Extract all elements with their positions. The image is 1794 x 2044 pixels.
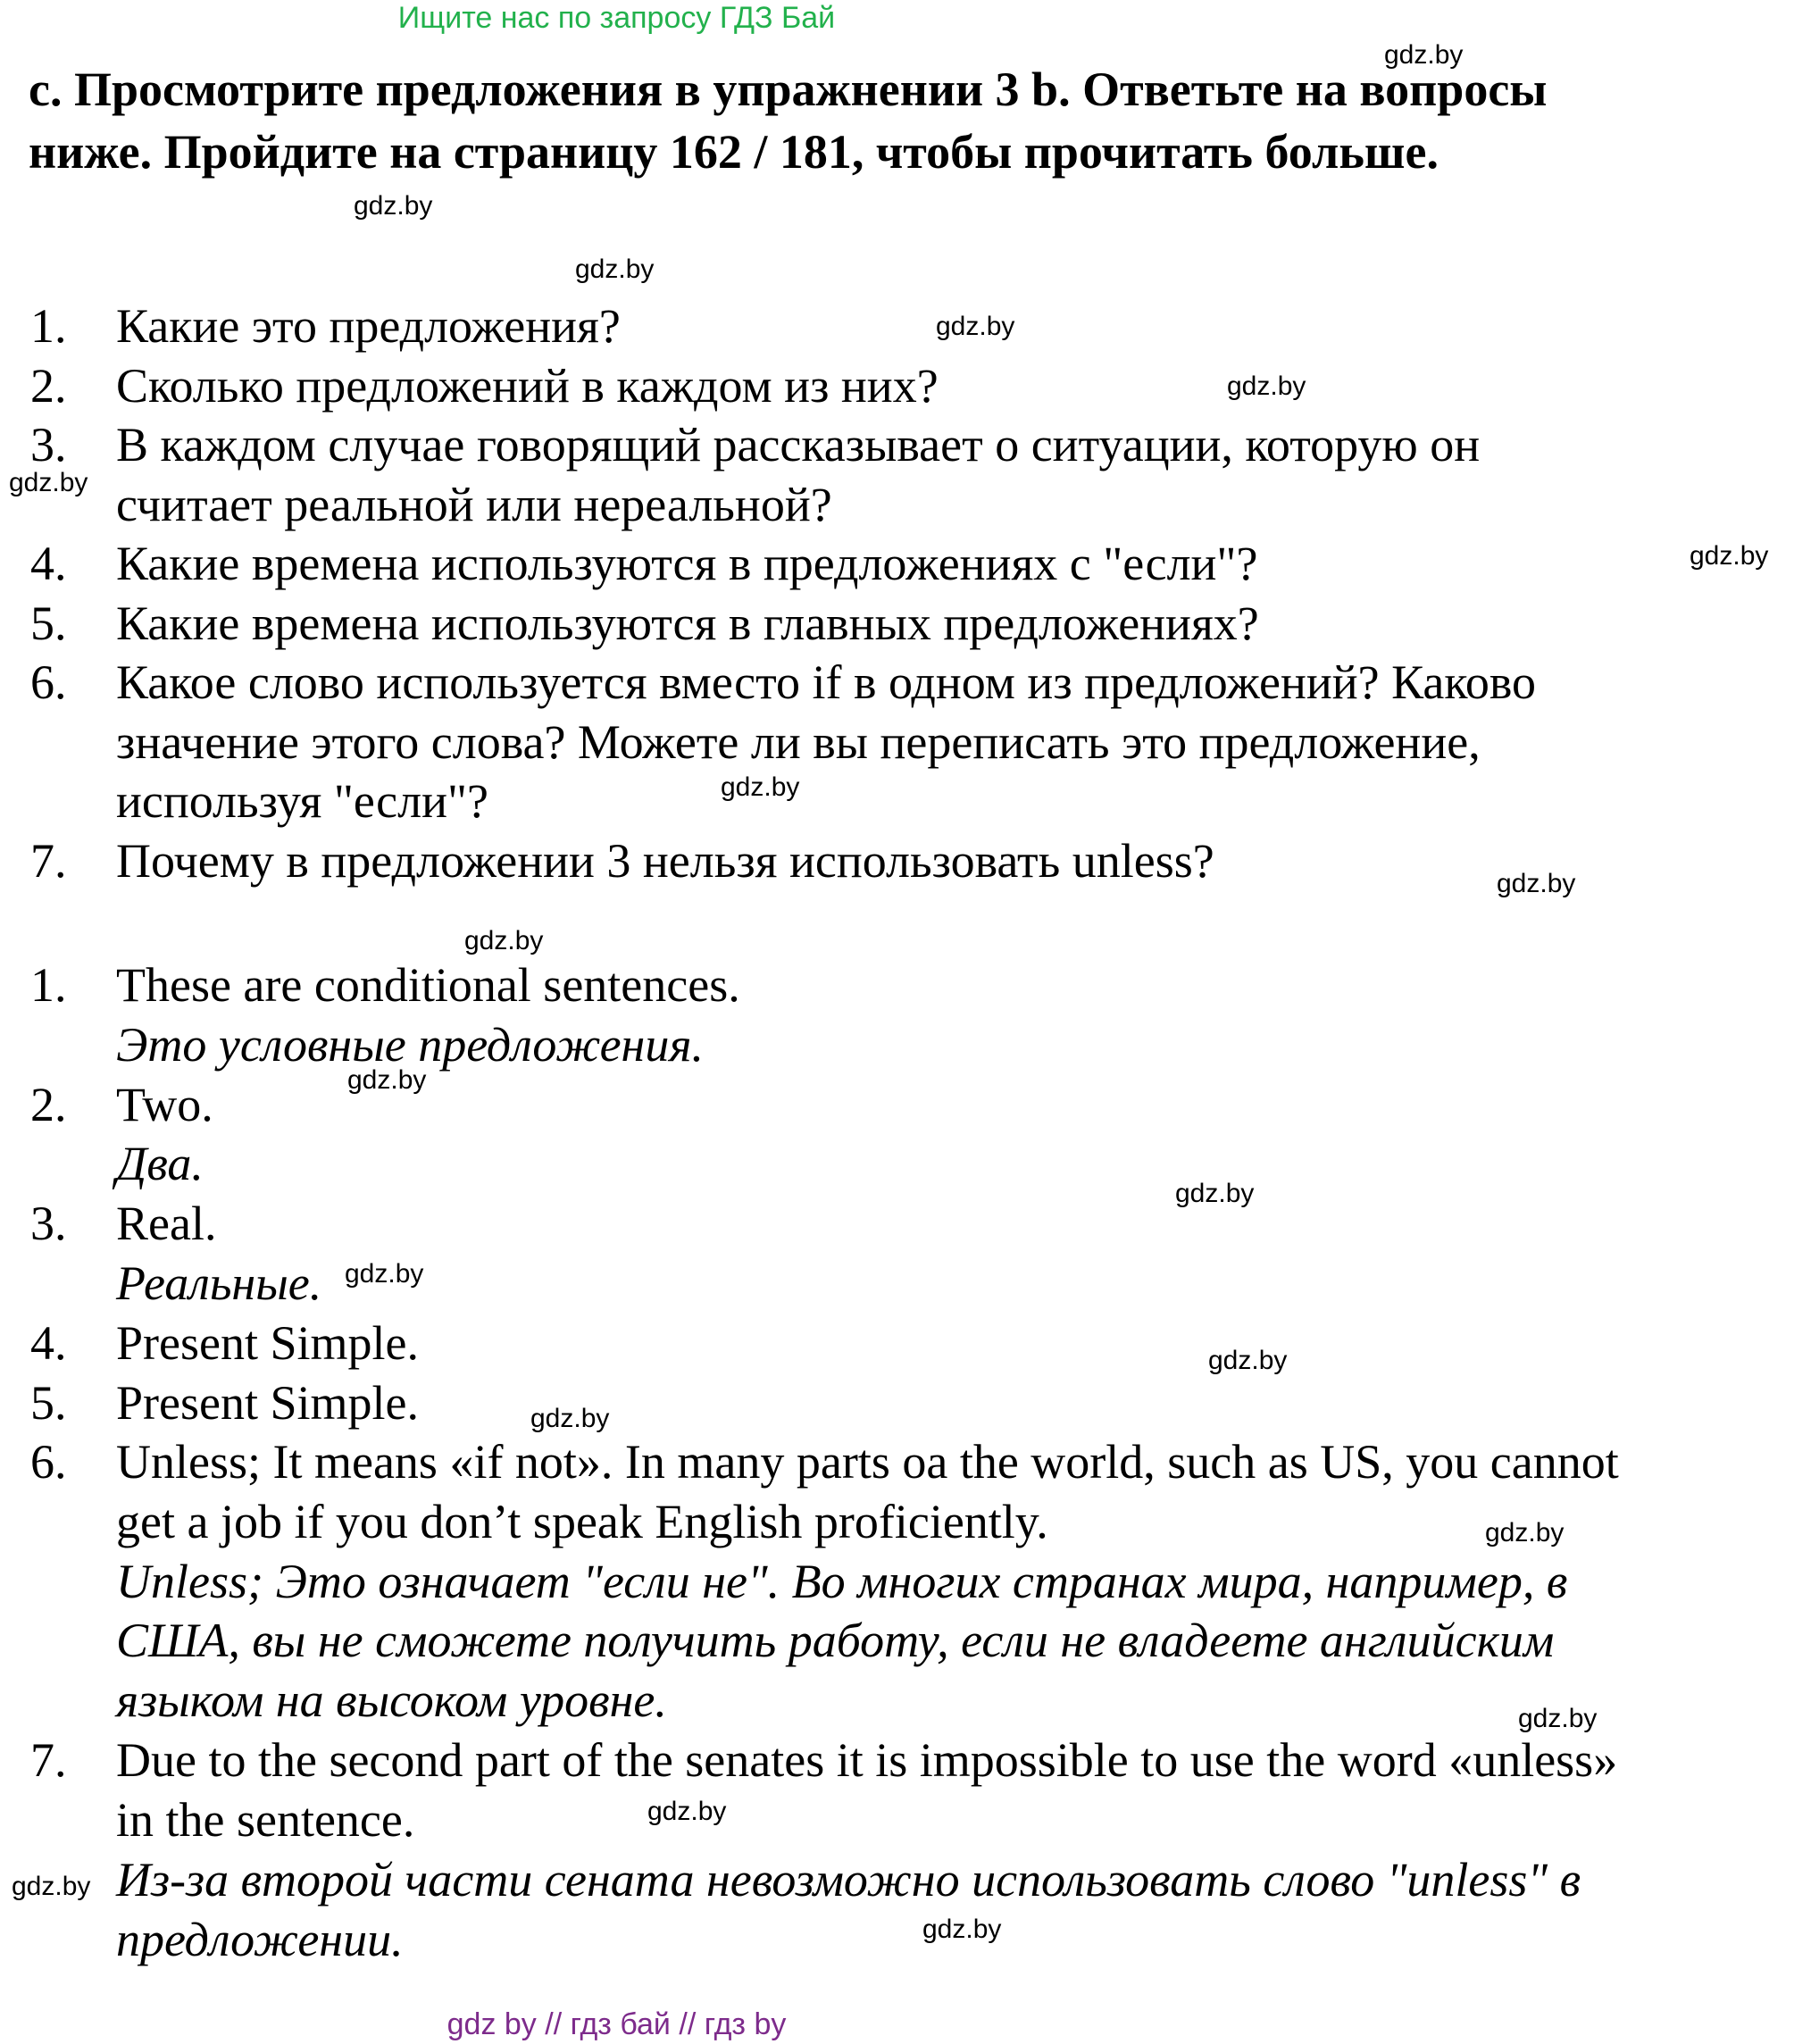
answer-english: Due to the second part of the senates it is impossible to use the word «unless» [116, 1733, 1618, 1787]
answer-russian: США, вы не сможете получить работу, если не владеете английским [116, 1614, 1555, 1667]
question-number: 5. [30, 597, 67, 650]
answer-english: Present Simple. [116, 1376, 419, 1430]
watermark: gdz.by [647, 1797, 727, 1826]
watermark: gdz.by [1227, 371, 1306, 401]
answer-russian: Unless; Это означает "если не". Во многих странах мира, например, в [116, 1555, 1568, 1608]
footer-links: gdz by // гдз бай // гдз by [446, 2007, 787, 2041]
question-number: 7. [30, 834, 67, 888]
exercise-heading [29, 58, 1725, 183]
question-number: 6. [30, 655, 67, 709]
watermark: gdz.by [345, 1259, 424, 1289]
watermark: gdz.by [721, 772, 800, 802]
exercise-heading-line-1: c. Просмотрите предложения в упражнении 3 b. Ответьте на вопросы [29, 63, 1548, 116]
answer-russian: Из-за второй части сената невозможно использовать слово "unless" в [116, 1853, 1581, 1906]
watermark: gdz.by [1497, 869, 1576, 898]
question-number: 2. [30, 359, 67, 413]
watermark: gdz.by [347, 1065, 427, 1095]
watermark: gdz.by [1690, 541, 1769, 571]
watermark: gdz.by [1384, 40, 1464, 70]
watermark: gdz.by [530, 1404, 610, 1433]
question-number: 3. [30, 418, 67, 471]
answer-russian: Это условные предложения. [116, 1018, 704, 1072]
answer-english: Present Simple. [116, 1316, 419, 1370]
answer-english: in the sentence. [116, 1793, 415, 1847]
answer-number: 7. [30, 1733, 67, 1787]
answer-english: get a job if you don’t speak English proficiently. [116, 1495, 1048, 1548]
watermark: gdz.by [922, 1915, 1002, 1944]
question-text: Какие времена используются в предложениях с "если"? [116, 537, 1258, 590]
answer-english: These are conditional sentences. [116, 958, 740, 1012]
question-text: Сколько предложений в каждом из них? [116, 359, 939, 413]
answer-russian: Реальные. [116, 1256, 322, 1310]
question-text: используя "если"? [116, 774, 488, 828]
answer-number: 5. [30, 1376, 67, 1430]
watermark: gdz.by [575, 254, 655, 284]
question-text: В каждом случае говорящий рассказывает о ситуации, которую он [116, 418, 1481, 471]
exercise-heading-line-2: ниже. Пройдите на страницу 162 / 181, чтобы прочитать больше. [29, 125, 1439, 179]
watermark: gdz.by [9, 468, 88, 497]
answer-english: Unless; It means «if not». In many parts oa the world, such as US, you cannot [116, 1435, 1619, 1489]
question-text: Почему в предложении 3 нельзя использовать unless? [116, 834, 1214, 888]
answer-number: 6. [30, 1435, 67, 1489]
watermark: gdz.by [1518, 1704, 1598, 1733]
answer-number: 3. [30, 1197, 67, 1250]
watermark: gdz.by [1208, 1346, 1288, 1375]
answer-number: 1. [30, 958, 67, 1012]
question-text: Какие это предложения? [116, 299, 621, 353]
answer-russian: языком на высоком уровне. [116, 1673, 667, 1727]
top-banner: Ищите нас по запросу ГДЗ Бай [397, 1, 836, 35]
answer-number: 2. [30, 1078, 67, 1131]
watermark: gdz.by [1175, 1179, 1255, 1208]
watermark: gdz.by [464, 926, 544, 955]
question-text: значение этого слова? Можете ли вы переписать это предложение, [116, 715, 1481, 769]
watermark: gdz.by [1485, 1518, 1565, 1548]
answer-english: Real. [116, 1197, 217, 1250]
answer-russian: предложении. [116, 1913, 404, 1966]
watermark: gdz.by [12, 1872, 91, 1901]
watermark: gdz.by [354, 191, 433, 221]
answer-english: Two. [116, 1078, 213, 1131]
answer-russian: Два. [116, 1137, 204, 1190]
question-text: Какие времена используются в главных предложениях? [116, 597, 1259, 650]
answer-number: 4. [30, 1316, 67, 1370]
question-number: 4. [30, 537, 67, 590]
question-number: 1. [30, 299, 67, 353]
question-text: считает реальной или нереальной? [116, 478, 832, 531]
watermark: gdz.by [936, 312, 1015, 341]
question-text: Какое слово используется вместо if в одном из предложений? Каково [116, 655, 1537, 709]
